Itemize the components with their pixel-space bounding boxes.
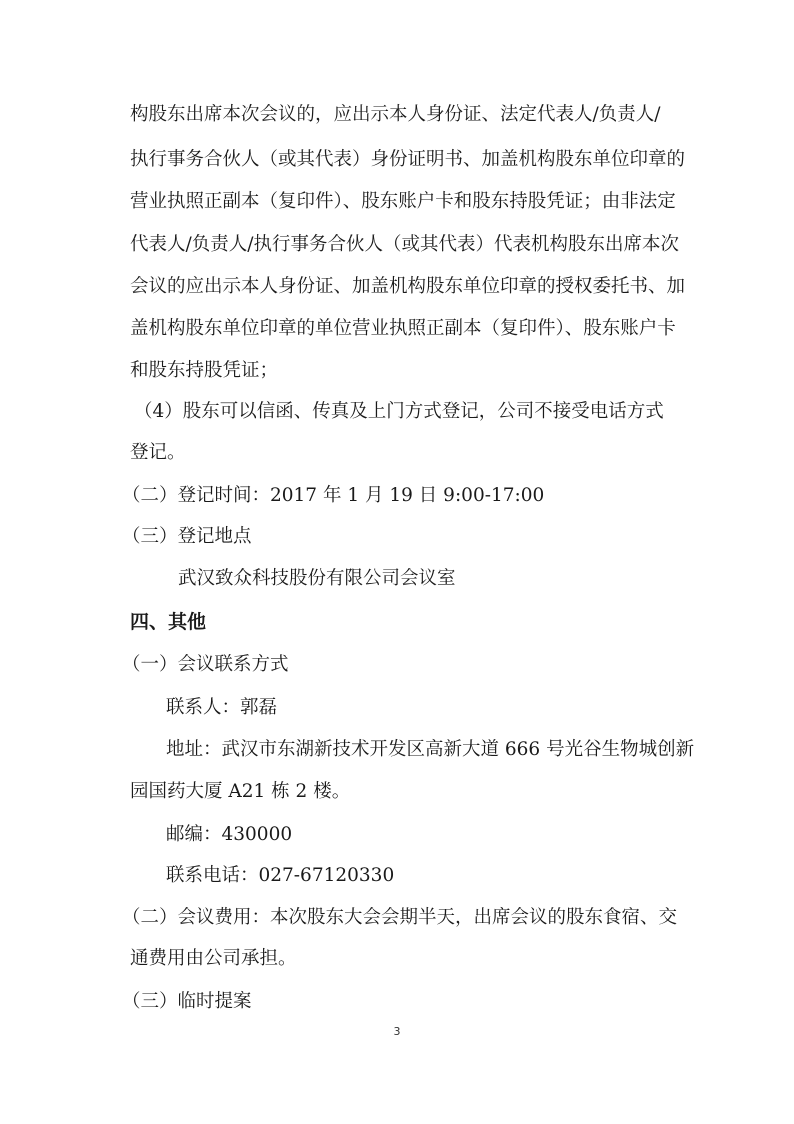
- contact-heading: （一）会议联系方式: [122, 654, 289, 675]
- text-line: （4）股东可以信函、传真及上门方式登记，公司不接受电话方式: [134, 401, 664, 422]
- address-line: 园国药大厦 A21 栋 2 楼。: [130, 781, 351, 802]
- section-heading: 四、其他: [130, 611, 207, 633]
- text-line: 盖机构股东单位印章的单位营业执照正副本（复印件）、股东账户卡: [130, 318, 676, 339]
- address-line: 地址：武汉市东湖新技术开发区高新大道 666 号光谷生物城创新: [166, 739, 695, 760]
- registration-place-heading: （三）登记地点: [122, 526, 252, 547]
- text-line: 代表人/负责人/执行事务合伙人（或其代表）代表机构股东出席本次: [130, 234, 679, 255]
- text-line: 构股东出席本次会议的，应出示本人身份证、法定代表人/负责人/: [130, 104, 661, 125]
- registration-time: （二）登记时间：2017 年 1 月 19 日 9:00-17:00: [122, 485, 545, 506]
- text-line: 营业执照正副本（复印件）、股东账户卡和股东持股凭证；由非法定: [130, 191, 676, 212]
- phone: 联系电话：027-67120330: [166, 865, 395, 886]
- text-line: 通费用由公司承担。: [130, 948, 297, 969]
- text-line: 登记。: [130, 442, 186, 463]
- text-line: 执行事务合伙人（或其代表）身份证明书、加盖机构股东单位印章的: [130, 149, 686, 170]
- text-line: 和股东持股凭证；: [130, 360, 279, 381]
- page-number: 3: [393, 1025, 401, 1038]
- text-line: 会议的应出示本人身份证、加盖机构股东单位印章的授权委托书、加: [130, 276, 686, 297]
- contact-person: 联系人：郭磊: [166, 697, 278, 718]
- temporary-proposal-heading: （三）临时提案: [122, 991, 252, 1012]
- text-line: （二）会议费用：本次股东大会会期半天，出席会议的股东食宿、交: [122, 907, 678, 928]
- registration-place: 武汉致众科技股份有限公司会议室: [178, 568, 456, 589]
- postcode: 邮编：430000: [166, 824, 293, 845]
